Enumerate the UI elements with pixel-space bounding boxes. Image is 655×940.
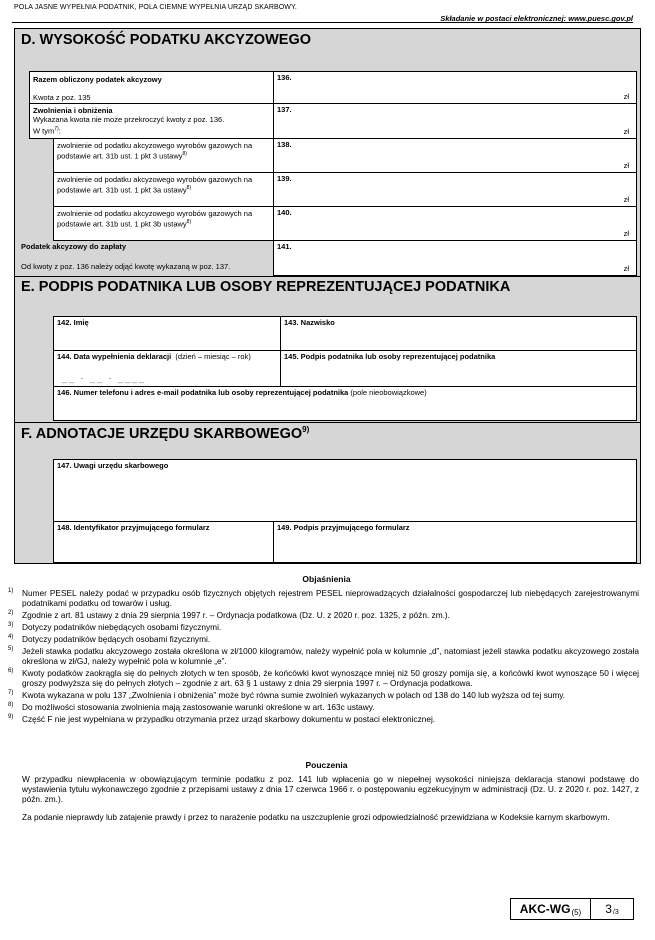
row-137-sub2-sup: 7): [54, 126, 59, 132]
section-f-title-sup: 9): [302, 425, 310, 434]
row-141-label-cell: [19, 240, 274, 276]
field-136-number: 136.: [277, 73, 292, 82]
field-147-office-notes[interactable]: [53, 459, 637, 522]
field-146-label: 146. Numer telefonu i adres e-mail podatnika lub osoby reprezentującej podatnika: [57, 388, 349, 397]
form-code: AKC-WG (5): [511, 899, 591, 919]
field-145-signature[interactable]: [280, 350, 637, 387]
field-140-number: 140.: [277, 208, 292, 217]
row-137-sub2: W tym: [33, 126, 55, 136]
top-note: POLA JASNE WYPEŁNIA PODATNIK, POLA CIEMNE WYPEŁNIA URZĄD SKARBOWY.: [14, 4, 297, 11]
footnote: 2) Zgodnie z art. 81 ustawy z dnia 29 sierpnia 1997 r. – Ordynacja podatkowa (Dz. U. z 2020 r. poz. 1325, z późn. zm.).: [8, 610, 450, 620]
field-148-receiver-id[interactable]: [53, 521, 274, 563]
row-138-sup: 8): [182, 151, 187, 157]
section-divider-f: [15, 422, 640, 423]
row-138-label-cell: [53, 138, 274, 173]
form-frame: [14, 28, 641, 564]
instructions: [14, 760, 639, 830]
footnote: 4) Dotyczy podatników będących osobami fizycznymi.: [8, 634, 211, 644]
instruction-paragraph-2: Za podanie nieprawdy lub zatajenie prawdy i przez to narażenie podatku na uszczuplenie grozi odpowiedzialność przewidziana w Kodeksie karnym skarbowym.: [22, 812, 610, 822]
field-144-date[interactable]: [53, 350, 281, 387]
row-141-sub: Od kwoty z poz. 136 należy odjąć kwotę wykazaną w poz. 137.: [21, 262, 231, 271]
field-140[interactable]: [273, 206, 637, 241]
explanations-title: Objaśnienia: [302, 574, 351, 584]
field-142-first-name[interactable]: [53, 316, 281, 351]
row-136-label-cell: [29, 71, 274, 104]
section-divider-e: [15, 276, 640, 277]
row-136-sub: Kwota z poz. 135: [33, 93, 91, 102]
row-139-text: zwolnienie od podatku akcyzowego wyrobów gazowych na podstawie art. 31b ust. 1 pkt 3a ustawy: [57, 175, 253, 195]
field-138-unit: zł: [623, 161, 629, 170]
row-137-label: Zwolnienia i obniżenia: [33, 106, 113, 115]
instruction-paragraph-1: W przypadku niewpłacenia w obowiązującym terminie podatku z poz. 141 lub wpłacenia go w niepełnej wysokości niniejsza deklaracja stanowi podstawę do wystawienia tytułu wykonawczego zgodnie z przepisami ustawy z dnia 17 czerwca 1966 r. o postępowaniu egzekucyjnym w administracji (Dz. U. z 2020 r. poz. 1427, z późn. zm.).: [22, 774, 639, 804]
footnote: 9) Część F nie jest wypełniana w przypadku otrzymania przez urząd skarbowy dokumentu w postaci elektronicznej.: [8, 714, 436, 724]
row-137-sub: Wykazana kwota nie może przekroczyć kwoty z poz. 136.: [33, 115, 225, 124]
form-footer-box: [510, 898, 634, 920]
footnote: 3) Dotyczy podatników niebędących osobami fizycznymi.: [8, 622, 222, 632]
explanations: [8, 574, 639, 726]
field-137-unit: zł: [623, 127, 629, 136]
row-137-sub2-colon: :: [58, 126, 61, 136]
field-144-hint: (dzień – miesiąc – rok): [175, 352, 251, 361]
field-137[interactable]: [273, 103, 637, 139]
field-141[interactable]: [273, 240, 637, 276]
row-137-label-cell: [29, 103, 274, 139]
field-143-last-name[interactable]: [280, 316, 637, 351]
field-149-receiver-signature[interactable]: [273, 521, 637, 563]
field-139-number: 139.: [277, 174, 292, 183]
form-version: (5): [571, 907, 582, 917]
field-147-label: 147. Uwagi urzędu skarbowego: [57, 461, 169, 470]
field-136[interactable]: [273, 71, 637, 104]
field-140-unit: zł: [623, 229, 629, 238]
field-144-label: 144. Data wypełnienia deklaracji: [57, 352, 172, 361]
section-d-title: D. WYSOKOŚĆ PODATKU AKCYZOWEGO: [21, 32, 311, 48]
field-139-unit: zł: [623, 195, 629, 204]
field-149-label: 149. Podpis przyjmującego formularz: [277, 523, 410, 532]
field-142-label: 142. Imię: [57, 318, 89, 327]
page-total: /3: [612, 908, 619, 916]
row-140-sup: 8): [186, 219, 192, 225]
page-number: 3 /3: [605, 902, 619, 916]
field-143-label: 143. Nazwisko: [284, 318, 335, 327]
submission-info: Składanie w postaci elektronicznej: www.puesc.gov.pl: [440, 14, 633, 23]
row-136-label: Razem obliczony podatek akcyzowy: [33, 75, 162, 84]
row-139-label-cell: [53, 172, 274, 207]
date-input-marks: __ - __ - ____: [62, 373, 147, 383]
section-f-title: F. ADNOTACJE URZĘDU SKARBOWEGO$^{9)}$: [21, 425, 310, 442]
instructions-title: Pouczenia: [305, 760, 348, 770]
row-138-text: zwolnienie od podatku akcyzowego wyrobów gazowych na podstawie art. 31b ust. 1 pkt 3 ustawy: [57, 141, 253, 161]
field-138-number: 138.: [277, 140, 292, 149]
field-139[interactable]: [273, 172, 637, 207]
field-138[interactable]: [273, 138, 637, 173]
row-140-text: zwolnienie od podatku akcyzowego wyrobów gazowych na podstawie art. 31b ust. 1 pkt 3b ustawy: [57, 209, 253, 229]
footnote: 1) Numer PESEL należy podać w przypadku osób fizycznych objętych rejestrem PESEL nieprowadzących działalności gospodarczej lub niebędących zarejestrowanymi podatnikami podatku od towarów i usług.: [8, 588, 639, 608]
footnote: 7) Kwota wykazana w polu 137 „Zwolnienia i obniżenia” może być równa sumie zwolnień wykazanych w polach od 138 do 140 lub wyższa od tej sumy.: [8, 690, 566, 700]
field-141-number: 141.: [277, 242, 292, 251]
footnote: 6) Kwoty podatków zaokrągla się do pełnych złotych w ten sposób, że końcówki kwot wynoszące mniej niż 50 groszy pomija się, a końcówki kwot wynoszące 50 i więcej groszy podwyższa się do pełnych złotych – zgodnie z art. 63 § 1 ustawy z dnia 29 sierpnia 1997 r. – Ordynacja podatkowa.: [8, 668, 639, 688]
field-141-unit: zł: [623, 264, 629, 273]
footnote: 5) Jeżeli stawka podatku akcyzowego została określona w zł/1000 kilogramów, należy wypełnić pola w kolumnie „d”, natomiast jeżeli stawka podatku akcyzowego została określona w zł/GJ, należy wypełnić pola w kolumnie „e”.: [8, 646, 639, 666]
top-rule: [12, 22, 633, 23]
section-e-title: E. PODPIS PODATNIKA LUB OSOBY REPREZENTUJĄCEJ PODATNIKA: [21, 279, 511, 295]
field-137-number: 137.: [277, 105, 292, 114]
field-136-unit: zł: [623, 92, 629, 101]
footnote: 8) Do możliwości stosowania zwolnienia mają zastosowanie warunki określone w art. 163c ustawy.: [8, 702, 375, 712]
row-141-label: Podatek akcyzowy do zapłaty: [21, 242, 127, 251]
field-146-hint: (pole nieobowiązkowe): [350, 388, 427, 397]
row-140-label-cell: [53, 206, 274, 241]
row-139-sup: 8): [186, 185, 192, 191]
field-148-label: 148. Identyfikator przyjmującego formularz: [57, 523, 210, 532]
field-145-label: 145. Podpis podatnika lub osoby reprezentującej podatnika: [284, 352, 496, 361]
field-146-contact[interactable]: [53, 386, 637, 421]
